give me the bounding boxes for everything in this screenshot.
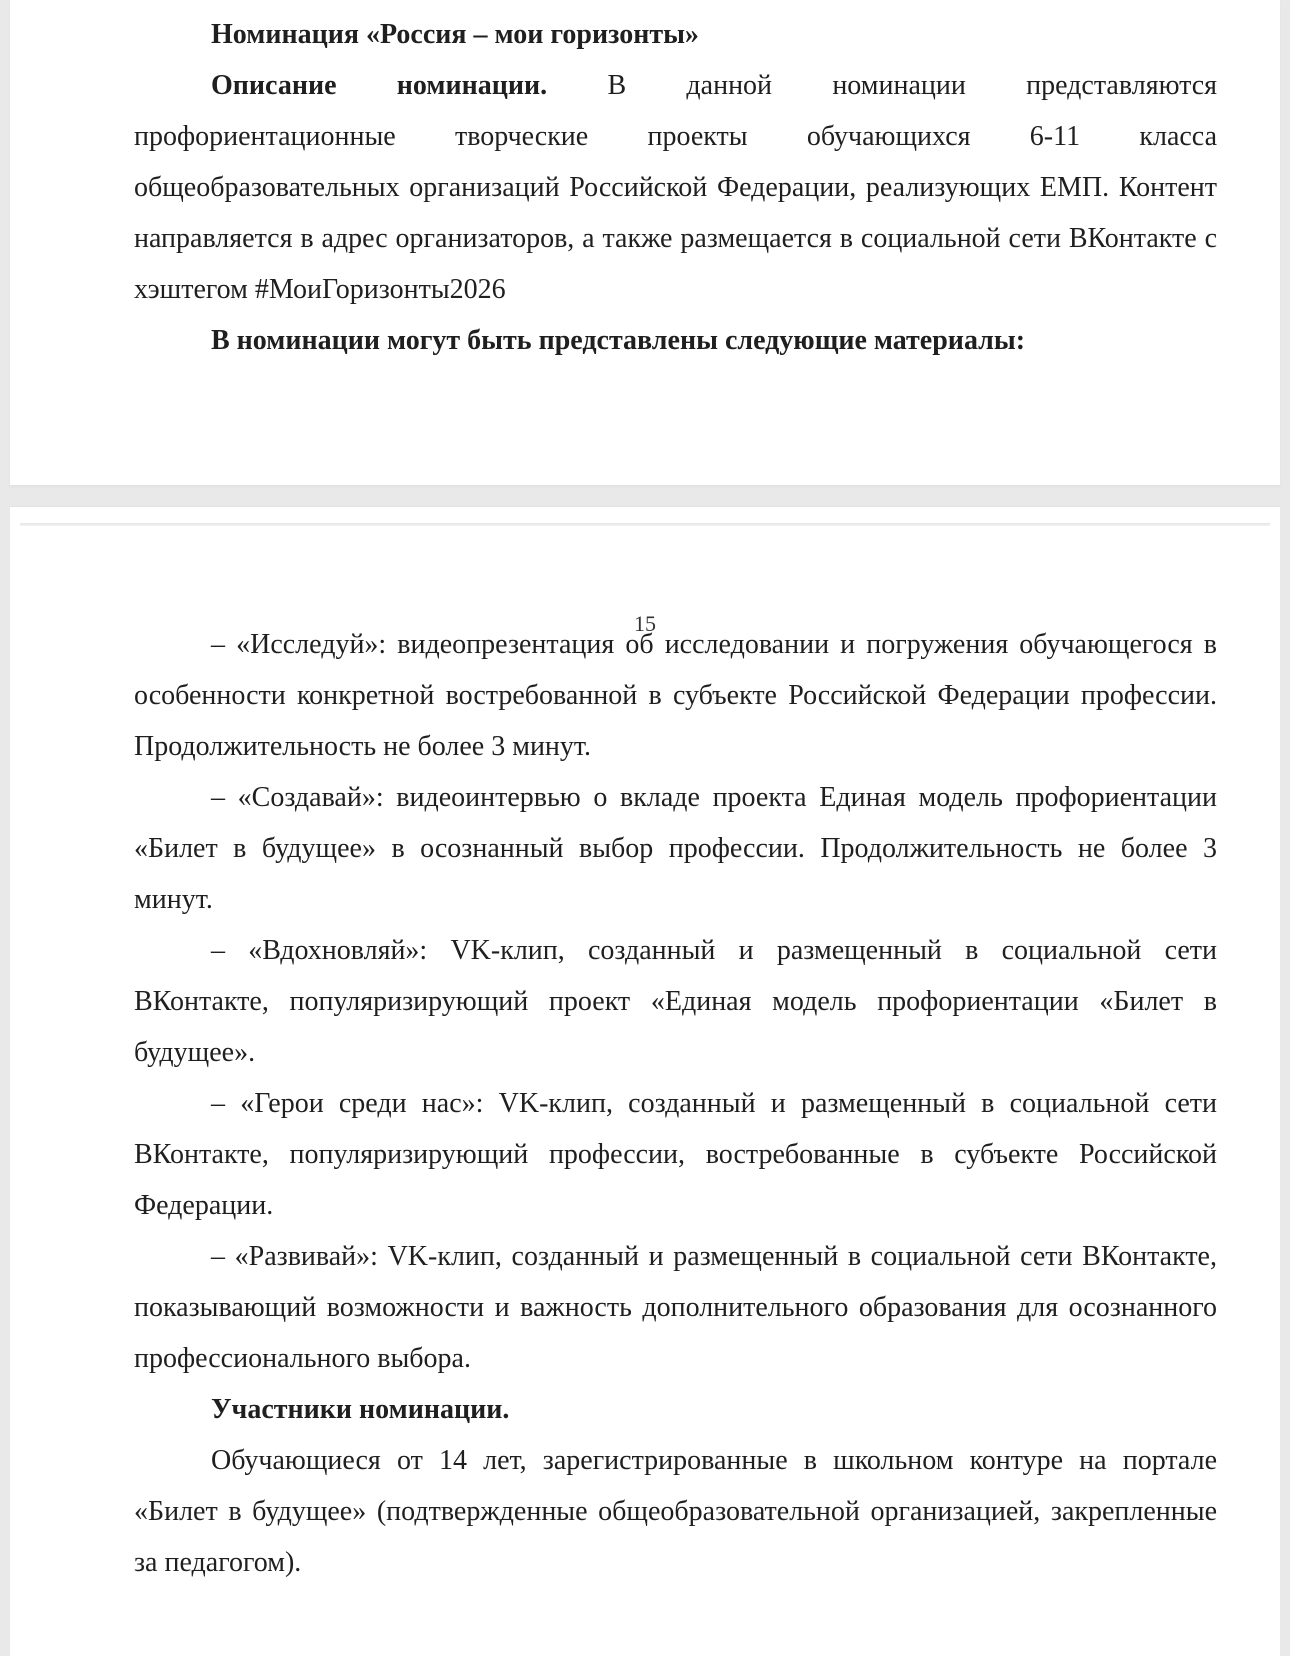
page-bottom-content <box>134 619 1217 1588</box>
participants-text: Обучающиеся от 14 лет, зарегистрированные в школьном контуре на портале «Билет в будущее» (подтвержденные общеобразовательной организацией, закрепленные за педагогом). <box>134 1445 1217 1578</box>
description-paragraph <box>134 60 1217 315</box>
material-item-research: – «Исследуй»: видеопрезентация об исследовании и погружения обучающегося в особенности конкретной востребованной в субъекте Российской Федерации профессии. Продолжительность не более 3 минут. <box>134 629 1217 762</box>
description-label: Описание номинации. <box>211 70 548 101</box>
nomination-title: Номинация «Россия – мои горизонты» <box>211 19 699 50</box>
participants-heading: Участники номинации. <box>211 1394 510 1425</box>
page-top-content <box>134 9 1217 366</box>
document-page-bottom <box>10 506 1280 1656</box>
document-page-top <box>10 0 1280 485</box>
page-header-divider <box>20 523 1270 526</box>
description-text: В данной номинации представляются профориентационные творческие проекты обучающихся 6-11 класса общеобразовательных организаций Российской Федерации, реализующих ЕМП. Контент направляется в адрес организаторов, а также размещается в социальной сети ВКонтакте с хэштегом #МоиГоризонты2026 <box>134 70 1218 305</box>
page-number: 15 <box>634 611 656 636</box>
material-item-develop: – «Развивай»: VK-клип, созданный и размещенный в социальной сети ВКонтакте, показывающий возможности и важность дополнительного образования для осознанного профессионального выбора. <box>134 1241 1217 1374</box>
material-item-inspire: – «Вдохновляй»: VK-клип, созданный и размещенный в социальной сети ВКонтакте, популяризирующий проект «Единая модель профориентации «Билет в будущее». <box>134 935 1217 1068</box>
material-item-heroes: – «Герои среди нас»: VK-клип, созданный и размещенный в социальной сети ВКонтакте, популяризирующий профессии, востребованные в субъекте Российской Федерации. <box>134 1088 1217 1221</box>
materials-heading: В номинации могут быть представлены следующие материалы: <box>211 325 1026 356</box>
material-item-create: – «Создавай»: видеоинтервью о вкладе проекта Единая модель профориентации «Билет в будущее» в осознанный выбор профессии. Продолжительность не более 3 минут. <box>134 782 1217 915</box>
